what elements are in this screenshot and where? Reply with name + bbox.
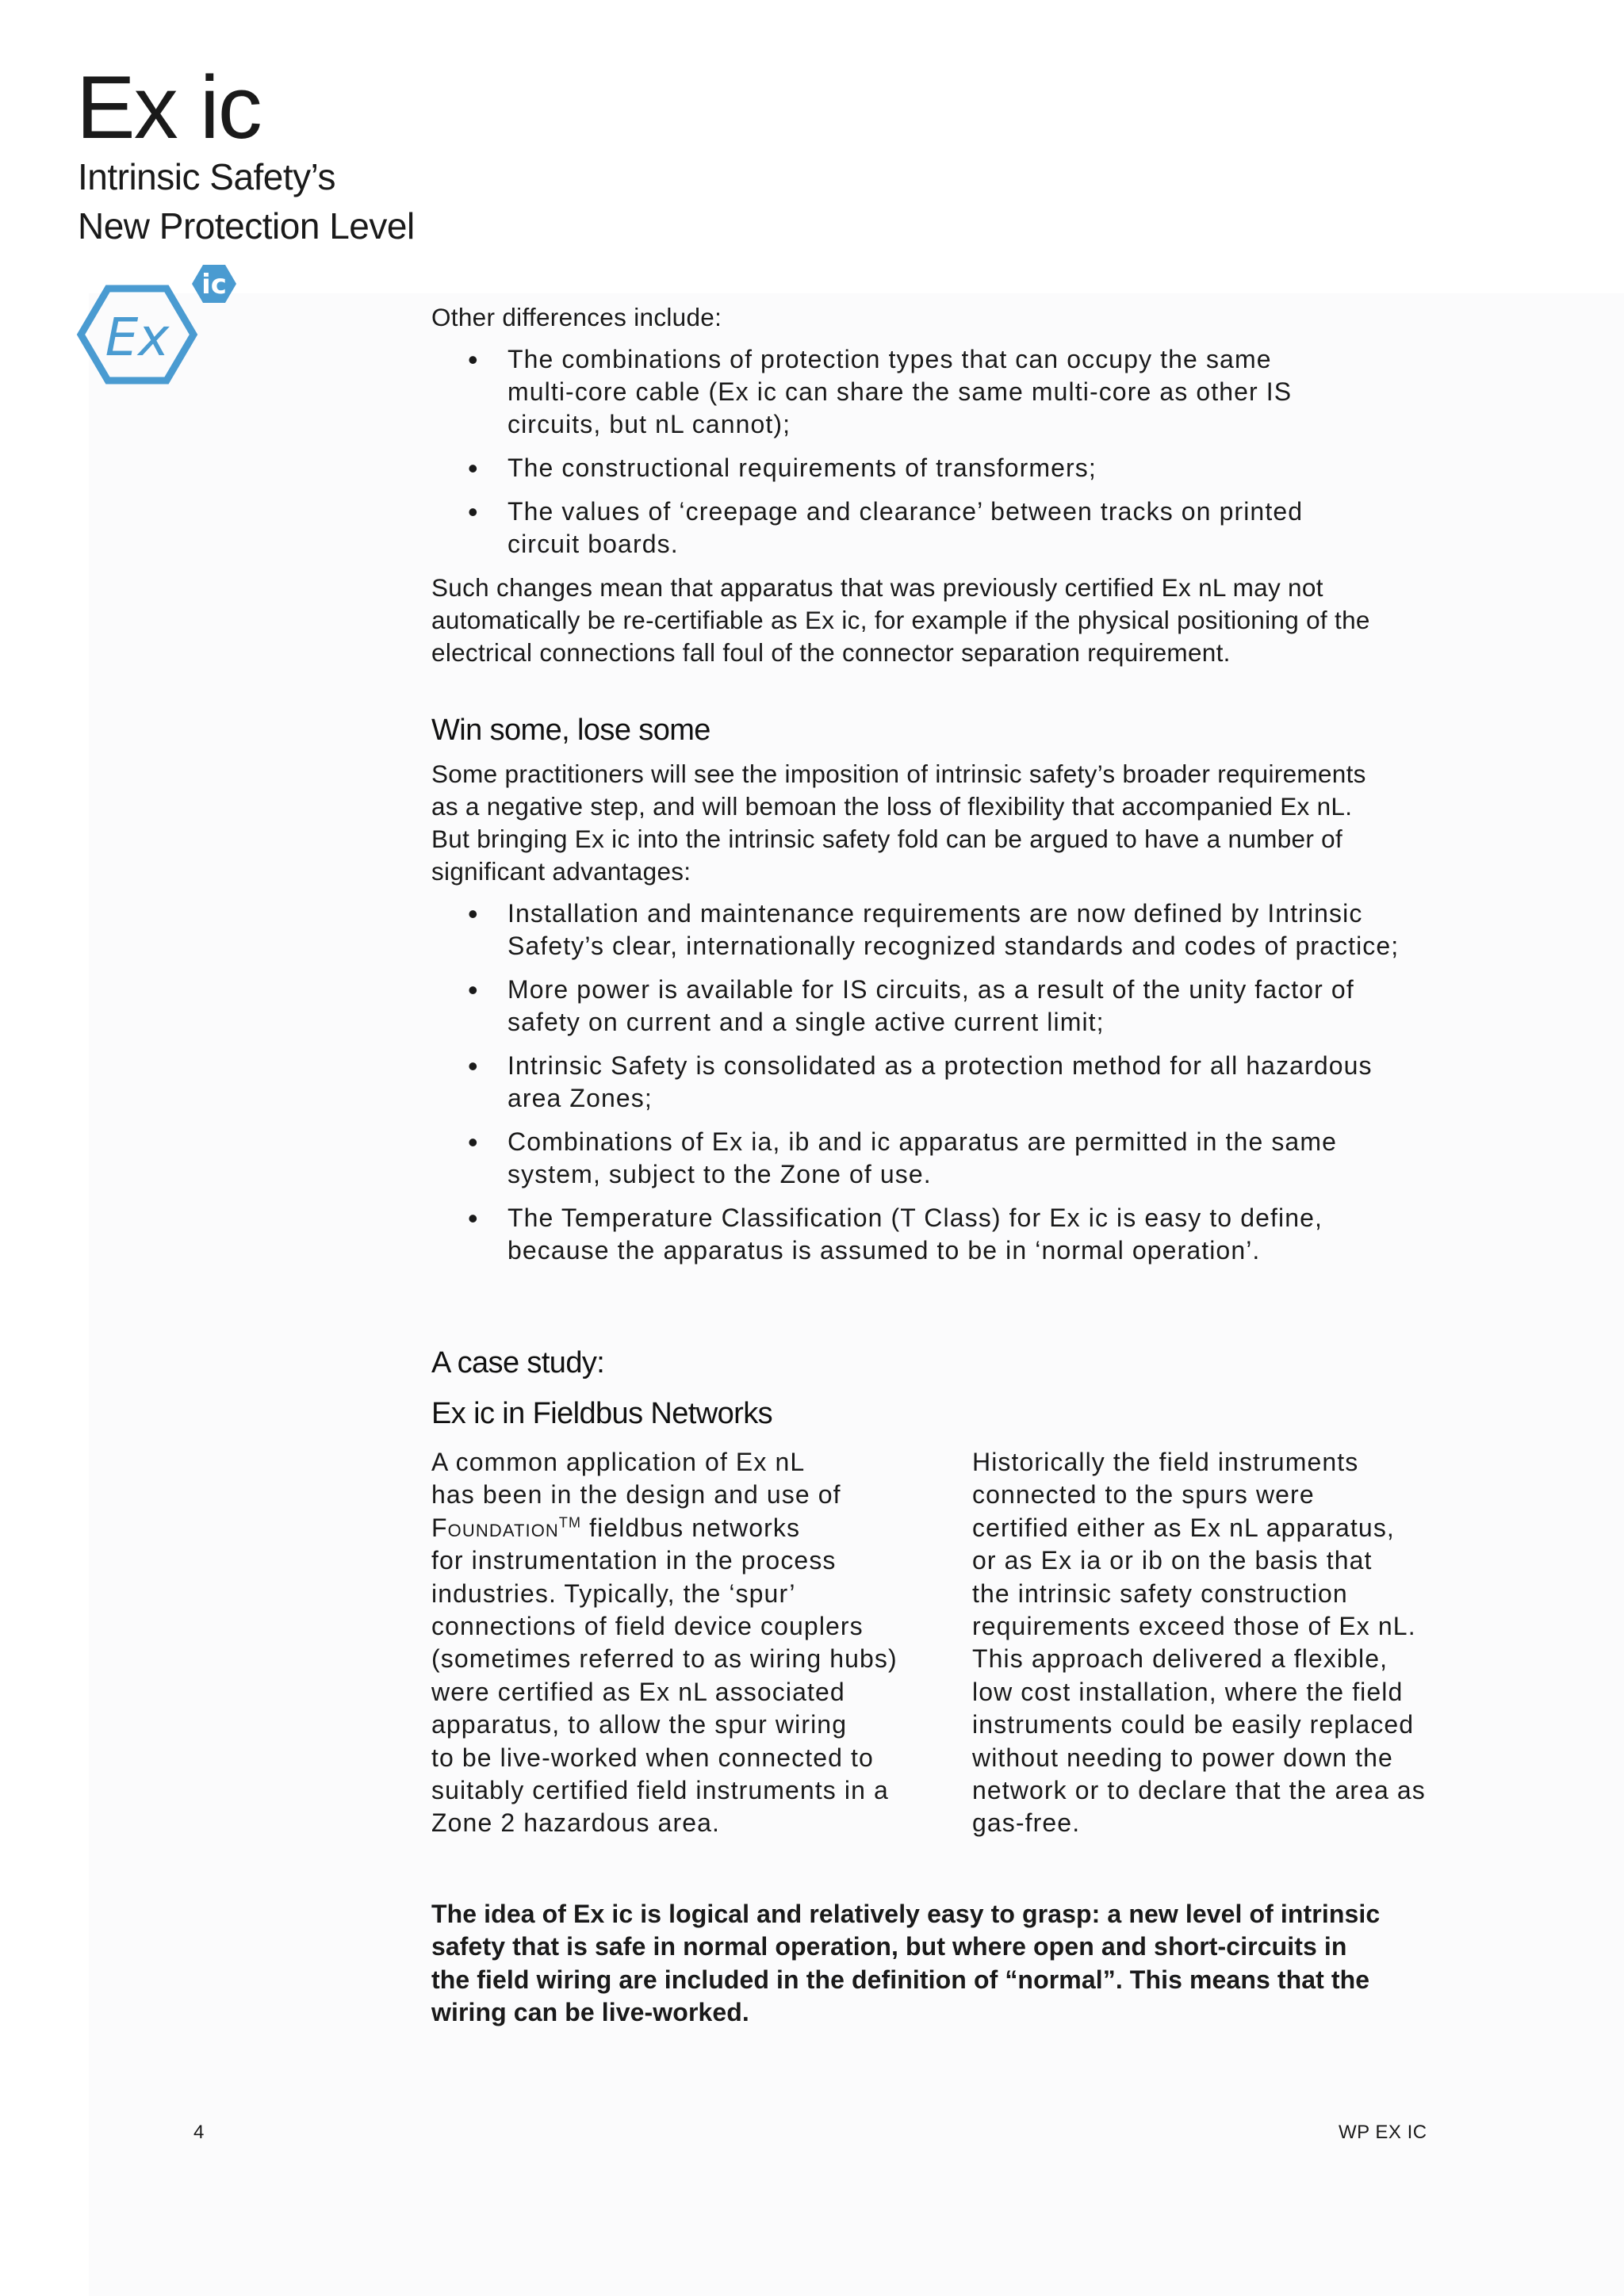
list-item: • More power is available for IS circuits, as a result of the unity factor of safety on current and a single active current limit; xyxy=(431,974,1462,1039)
case-study-right-column: Historically the field instruments connected to the spurs were certified either as Ex nL apparatus, or as Ex ia or ib on the basis that the intrinsic safety construction requirements exceed those of Ex nL. This approach delivered a flexible, low cost installation, where the field instruments could be easily replaced without needing to power down the network or to declare that the area as gas-free. xyxy=(972,1448,1426,1838)
case-study-heading-block xyxy=(431,1343,1462,1433)
ex-ic-logo xyxy=(73,258,271,401)
case-study-heading: A case study: xyxy=(431,1346,605,1380)
logo-badge-text: ic xyxy=(201,269,227,300)
differences-list xyxy=(431,343,1462,561)
list-item: • The combinations of protection types that can occupy the same multi-core cable (Ex ic can share the same multi-core as other IS circuits, but nL cannot); xyxy=(431,343,1462,441)
case-study-left-column: A common application of Ex nL has been in the design and use of Foundation™ fieldbus networks for instrumentation in the process industries. Typically, the ‘spur’ connections of field device couplers (sometimes referred to as wiring hubs) were certified as Ex nL associated apparatus, to allow the spur wiring to be live-worked when connected to suitably certified field instruments in a Zone 2 hazardous area. xyxy=(431,1448,898,1838)
list-item: • Installation and maintenance requirements are now defined by Intrinsic Safety’s clear, internationally recognized standards and codes of practice; xyxy=(431,897,1462,962)
page-number: 4 xyxy=(193,2122,205,2143)
trademark-symbol: TM xyxy=(558,1514,582,1531)
section-paragraph: Some practitioners will see the imposition of intrinsic safety’s broader requirements as a negative step, and will bemoan the loss of flexibility that accompanied Ex nL. But bringing Ex ic into the intrinsic safety fold can be argued to have a number of significant advantages: xyxy=(431,760,1366,886)
foundation-trademark-name: Foundation xyxy=(431,1513,559,1542)
document-subtitle xyxy=(78,152,415,251)
subtitle-line: New Protection Level xyxy=(78,205,415,247)
case-study-subheading: Ex ic in Fieldbus Networks xyxy=(431,1397,772,1430)
list-item: • Combinations of Ex ia, ib and ic apparatus are permitted in the same system, subject to the Zone of use. xyxy=(431,1126,1462,1191)
list-item: • The Temperature Classification (T Class) for Ex ic is easy to define, because the apparatus is assumed to be in ‘normal operation’. xyxy=(431,1202,1462,1267)
list-item: • Intrinsic Safety is consolidated as a protection method for all hazardous area Zones; xyxy=(431,1050,1462,1115)
intro-lead: Other differences include: xyxy=(431,303,722,331)
document-title: Ex ic xyxy=(76,58,261,157)
section-heading: Win some, lose some xyxy=(431,714,710,747)
advantages-list xyxy=(431,897,1462,1267)
document-code: WP EX IC xyxy=(1339,2122,1427,2143)
list-item: • The values of ‘creepage and clearance’ between tracks on printed circuit boards. xyxy=(431,496,1462,561)
intro-section xyxy=(431,301,1462,669)
logo-ex-text: Ex xyxy=(105,307,170,368)
subtitle-line: Intrinsic Safety’s xyxy=(78,156,336,197)
list-item: • The constructional requirements of transformers; xyxy=(431,452,1462,484)
win-some-section xyxy=(431,710,1462,1278)
intro-closing-paragraph: Such changes mean that apparatus that was previously certified Ex nL may not automatically be re-certifiable as Ex ic, for example if the physical positioning of the electrical connections fall foul of the connector separation requirement. xyxy=(431,573,1370,667)
summary-callout: The idea of Ex ic is logical and relatively easy to grasp: a new level of intrinsic safety that is safe in normal operation, but where open and short-circuits in the field wiring are included in the definition of “normal”. This means that the wiring can be live-worked. xyxy=(431,1900,1381,2027)
